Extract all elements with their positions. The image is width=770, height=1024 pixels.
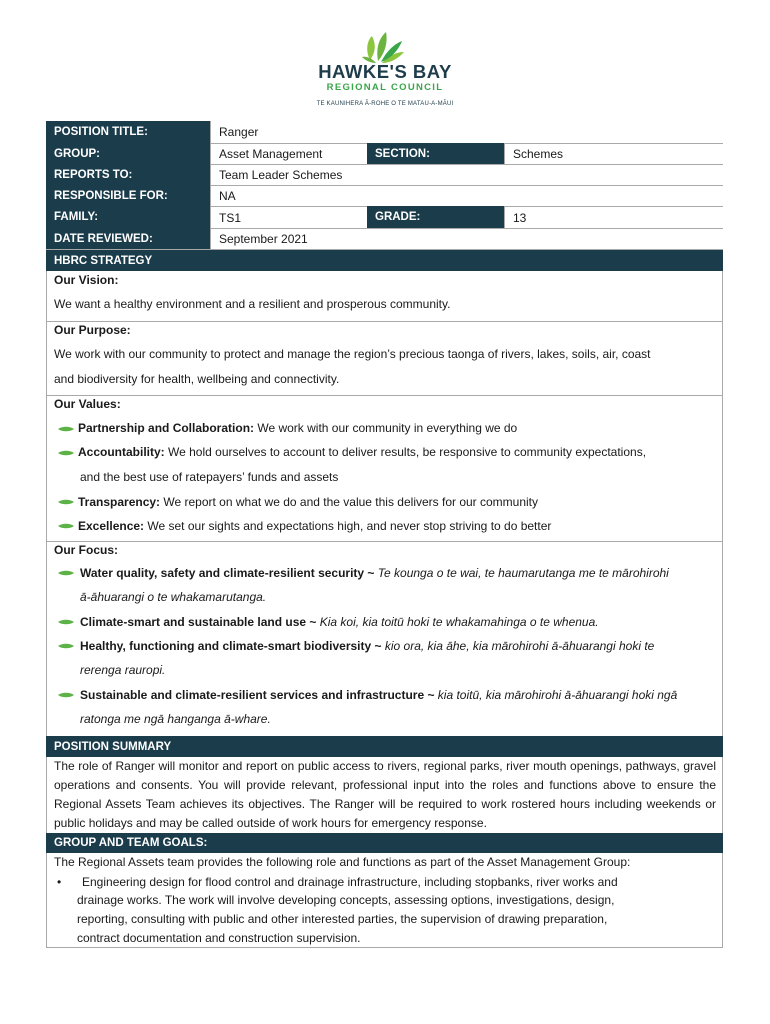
focus-text-continued: ā-āhuarangi o te whakamarutanga. — [80, 590, 267, 604]
vision-heading: Our Vision: — [54, 273, 119, 287]
value-title: Excellence: — [78, 519, 145, 533]
group-label: GROUP: — [46, 143, 210, 164]
responsible-for-row — [46, 185, 723, 206]
reports-to-row — [46, 164, 723, 185]
focus-text: Kia koi, kia toitū hoki te whakamahinga o te whenua. — [316, 615, 599, 629]
value-item — [78, 519, 551, 534]
value-item — [78, 421, 517, 436]
logo-subtitle: REGIONAL COUNCIL — [326, 82, 444, 93]
focus-title: Healthy, functioning and climate-smart biodiversity ~ — [80, 639, 382, 653]
focus-text-continued: ratonga me ngā hanganga ā-whare. — [80, 712, 271, 726]
focus-text: kio ora, kia āhe, kia mārohirohi ā-āhuarangi hoki te — [381, 639, 655, 653]
leaf-bullet-icon — [58, 450, 74, 456]
bullet-icon: • — [57, 875, 62, 889]
value-title: Transparency: — [78, 495, 161, 509]
goals-item-line: reporting, consulting with public and other interested parties, the supervision of drawing preparation, — [77, 912, 608, 926]
group-value: Asset Management — [210, 143, 367, 164]
group-row — [46, 143, 723, 164]
focus-item — [80, 566, 669, 581]
focus-title: Sustainable and climate-resilient services and infrastructure ~ — [80, 688, 435, 702]
date-reviewed-value: September 2021 — [210, 228, 723, 249]
value-text: We work with our community in everything we do — [254, 421, 518, 435]
family-label: FAMILY: — [46, 206, 210, 228]
family-value: TS1 — [210, 206, 367, 228]
goals-item-line: Engineering design for flood control and drainage infrastructure, including stopbanks, river works and — [82, 875, 618, 889]
hbrc-logo — [0, 28, 770, 112]
leaf-bullet-icon — [58, 499, 74, 505]
purpose-text-line-1: We work with our community to protect and manage the region’s precious taonga of rivers, lakes, soils, air, coast — [54, 347, 651, 361]
reports-to-value: Team Leader Schemes — [210, 164, 723, 185]
logo-name: HAWKE'S BAY — [318, 61, 452, 82]
reports-to-label: REPORTS TO: — [46, 164, 210, 185]
purpose-text-line-2: and biodiversity for health, wellbeing and connectivity. — [54, 372, 340, 386]
date-reviewed-label: DATE REVIEWED: — [46, 228, 210, 249]
focus-title: Climate-smart and sustainable land use ~ — [80, 615, 317, 629]
logo-maori-name: TE KAUNIHERA Ā-ROHE O TE MATAU-A-MĀUI — [316, 101, 454, 107]
focus-title: Water quality, safety and climate-resilient security ~ — [80, 566, 375, 580]
focus-text: Te kounga o te wai, te haumarutanga me te mārohirohi — [374, 566, 669, 580]
position-summary-text: The role of Ranger will monitor and report on public access to rivers, regional parks, river mouth openings, pathways, gravel operations and consents. You will provide relevant, professional input into the roles and functions above to ensure the Regional Assets Team achieves its objectives. The Ranger will be required to work rostered hours including weekends or public holidays and may be called outside of work hours for emergency response. — [54, 759, 716, 830]
date-reviewed-row — [46, 228, 723, 249]
grade-label: GRADE: — [367, 206, 504, 228]
value-item — [78, 495, 538, 510]
section-label: SECTION: — [367, 143, 504, 164]
focus-item — [80, 688, 677, 703]
leaf-bullet-icon — [58, 692, 74, 698]
responsible-for-label: RESPONSIBLE FOR: — [46, 185, 210, 206]
purpose-heading: Our Purpose: — [54, 323, 131, 337]
grade-value: 13 — [504, 206, 723, 228]
value-text: We report on what we do and the value this delivers for our community — [160, 495, 539, 509]
value-text-continued: and the best use of ratepayers’ funds and assets — [80, 470, 339, 484]
leaf-bullet-icon — [58, 426, 74, 432]
values-heading: Our Values: — [54, 397, 121, 411]
focus-item — [80, 639, 654, 654]
leaf-bullet-icon — [58, 619, 74, 625]
responsible-for-value: NA — [210, 185, 723, 206]
goals-item-line: contract documentation and construction supervision. — [77, 931, 361, 945]
leaf-bullet-icon — [58, 643, 74, 649]
position-title-value: Ranger — [210, 121, 723, 143]
focus-item — [80, 615, 599, 630]
section-value: Schemes — [504, 143, 723, 164]
value-text: We hold ourselves to account to deliver results, be responsive to community expectations, — [164, 445, 647, 459]
divider — [46, 321, 723, 322]
leaf-bullet-icon — [58, 523, 74, 529]
strategy-heading: HBRC STRATEGY — [46, 249, 723, 271]
position-title-row — [46, 121, 723, 143]
position-title-label: POSITION TITLE: — [46, 121, 210, 143]
value-item — [78, 445, 646, 460]
vision-text: We want a healthy environment and a resilient and prosperous community. — [54, 297, 451, 311]
goals-heading: GROUP AND TEAM GOALS: — [46, 833, 723, 853]
value-text: We set our sights and expectations high, and never stop striving to do better — [144, 519, 552, 533]
value-title: Partnership and Collaboration: — [78, 421, 255, 435]
position-summary-heading: POSITION SUMMARY — [46, 736, 723, 757]
focus-heading: Our Focus: — [54, 543, 119, 557]
divider — [46, 395, 723, 396]
goals-item-line: drainage works. The work will involve developing concepts, assessing options, investigations, design, — [77, 893, 615, 907]
divider — [46, 541, 723, 542]
family-row — [46, 206, 723, 228]
leaf-bullet-icon — [58, 570, 74, 576]
focus-text-continued: rerenga rauropi. — [80, 663, 166, 677]
value-title: Accountability: — [78, 445, 165, 459]
goals-intro: The Regional Assets team provides the following role and functions as part of the Asset Management Group: — [54, 855, 631, 869]
focus-text: kia toitū, kia mārohirohi ā-āhuarangi hoki ngā — [434, 688, 678, 702]
